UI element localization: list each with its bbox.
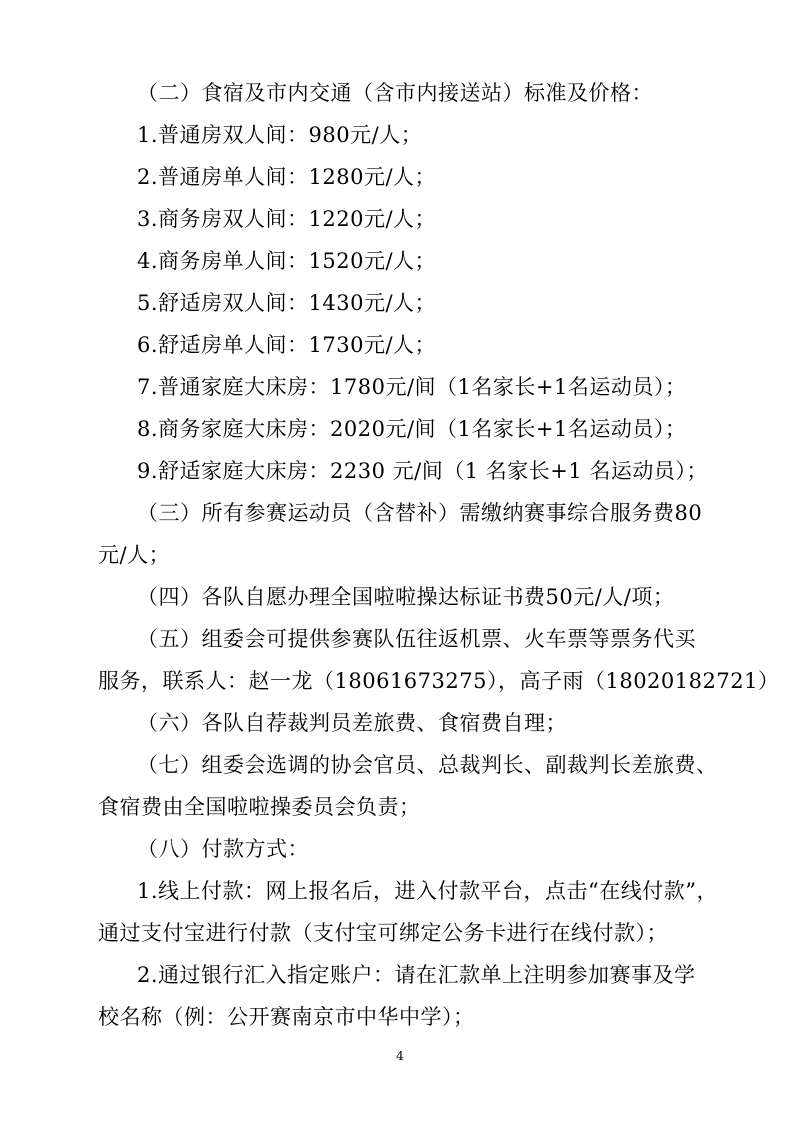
payment-online-line1: 1.线上付款：网上报名后，进入付款平台，点击“在线付款”， (137, 879, 719, 903)
price-item-3: 3.商务房双人间：1220元/人； (137, 207, 437, 231)
section8-heading: （八）付款方式： (137, 837, 309, 861)
section7-line1: （七）组委会选调的协会官员、总裁判长、副裁判长差旅费、 (137, 753, 718, 777)
section6-line1: （六）各队自荐裁判员差旅费、食宿费自理； (137, 711, 567, 735)
price-item-1: 1.普通房双人间：980元/人； (137, 123, 423, 147)
section5-line2: 服务，联系人：赵一龙（18061673275），高子雨（18020182721） (98, 669, 780, 693)
price-item-9: 9.舒适家庭大床房：2230 元/间（1 名家长+1 名运动员）； (137, 459, 708, 483)
payment-bank-line1: 2.通过银行汇入指定账户：请在汇款单上注明参加赛事及学 (137, 963, 696, 987)
section7-line2: 食宿费由全国啦啦操委员会负责； (98, 795, 421, 819)
section5-line1: （五）组委会可提供参赛队伍往返机票、火车票等票务代买 (137, 627, 696, 651)
section3-line1: （三）所有参赛运动员（含替补）需缴纳赛事综合服务费80 (137, 501, 703, 525)
price-item-6: 6.舒适房单人间：1730元/人； (137, 333, 437, 357)
payment-bank-line2: 校名称（例：公开赛南京市中华中学）； (98, 1005, 475, 1029)
price-item-7: 7.普通家庭大床房：1780元/间（1名家长+1名运动员）； (137, 375, 687, 399)
section4-line1: （四）各队自愿办理全国啦啦操达标证书费50元/人/项； (137, 585, 675, 609)
price-item-2: 2.普通房单人间：1280元/人； (137, 165, 437, 189)
payment-online-line2: 通过支付宝进行付款（支付宝可绑定公务卡进行在线付款）； (98, 921, 668, 945)
page-number: 4 (396, 1049, 404, 1063)
section3-line2: 元/人； (98, 543, 171, 567)
price-item-8: 8.商务家庭大床房：2020元/间（1名家长+1名运动员）； (137, 417, 687, 441)
price-item-5: 5.舒适房双人间：1430元/人； (137, 291, 437, 315)
section2-heading: （二）食宿及市内交通（含市内接送站）标准及价格： (137, 81, 653, 105)
price-item-4: 4.商务房单人间：1520元/人； (137, 249, 437, 273)
